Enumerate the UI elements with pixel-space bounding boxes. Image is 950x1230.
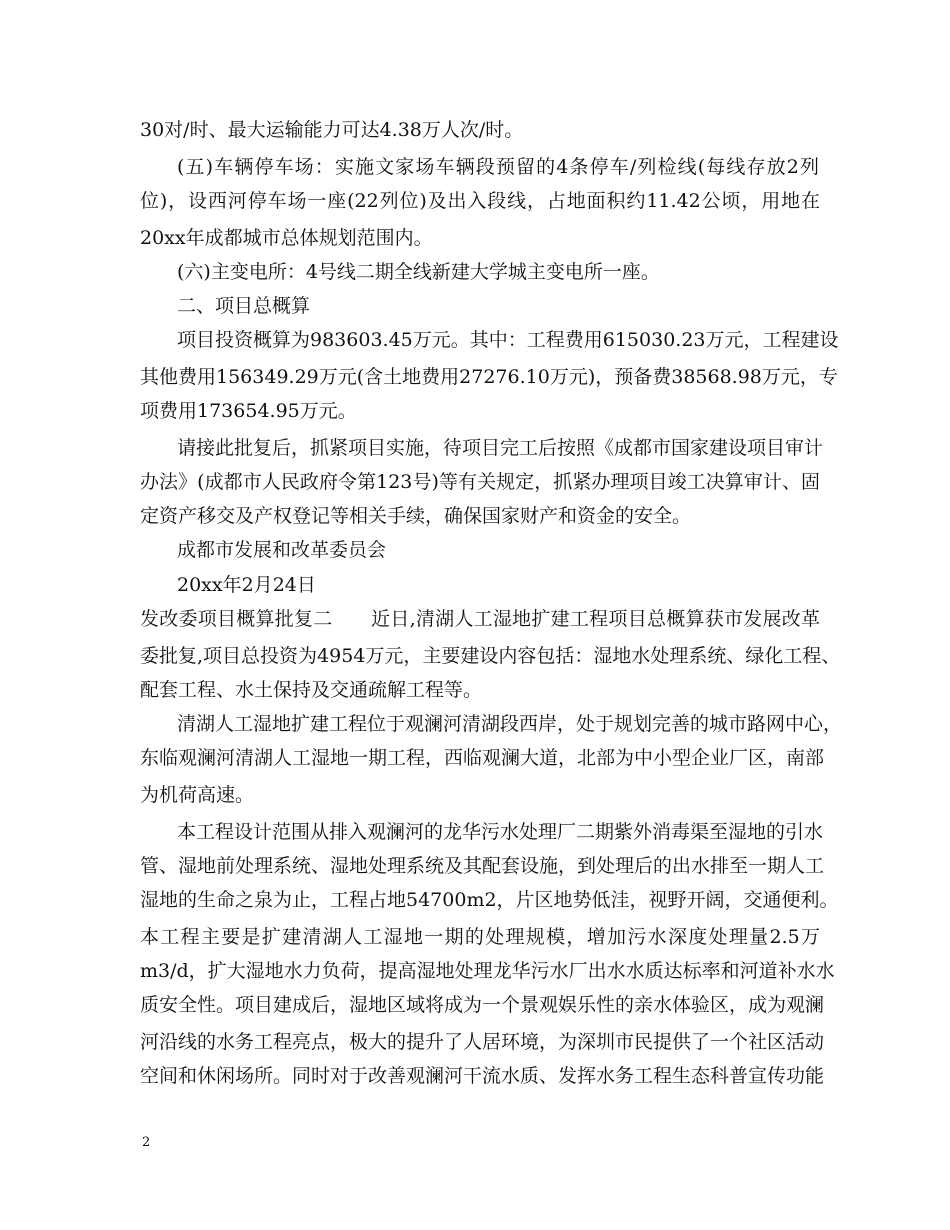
signature-org: 成都市发展和改革委员会	[177, 539, 387, 561]
text-line-26: 质安全性。项目建成后，湿地区域将成为一个景观娱乐性的亲水体验区，成为观澜	[140, 994, 825, 1016]
text-line-20: 为机荷高速。	[140, 784, 255, 806]
text-line-8: 其他费用156349.29万元(含土地费用27276.10万元)，预备费38568.98万元，专	[140, 366, 838, 388]
text-line-5: (六)主变电所：4号线二期全线新建大学城主变电所一座。	[177, 261, 660, 283]
text-line-2: (五)车辆停车场：实施文家场车辆段预留的4条停车/列检线(每线存放2列	[177, 156, 819, 178]
text-line-15: 发改委项目概算批复二 近日,清湖人工湿地扩建工程项目总概算获市发展改革	[140, 608, 820, 630]
text-line-10: 请接此批复后，抓紧项目实施，待项目完工后按照《成都市国家建设项目审计	[177, 437, 824, 459]
text-line-17: 配套工程、水土保持及交通疏解工程等。	[140, 679, 483, 701]
text-line-11: 办法》(成都市人民政府令第123号)等有关规定，抓紧办理项目竣工决算审计、固	[140, 471, 820, 493]
text-line-9: 项费用173654.95万元。	[140, 400, 357, 422]
text-line-1: 30对/时、最大运输能力可达4.38万人次/时。	[140, 119, 524, 141]
text-line-21: 本工程设计范围从排入观澜河的龙华污水处理厂二期紫外消毒渠至湿地的引水	[177, 821, 824, 843]
section-heading: 二、项目总概算	[177, 295, 311, 317]
text-line-24: 本工程主要是扩建清湖人工湿地一期的处理规模，增加污水深度处理量2.5万	[140, 926, 820, 948]
text-line-7: 项目投资概算为983603.45万元。其中：工程费用615030.23万元，工程建设	[177, 329, 839, 351]
text-line-28: 空间和休闲场所。同时对于改善观澜河干流水质、发挥水务工程生态科普宣传功能	[140, 1065, 825, 1087]
signature-date: 20xx年2月24日	[177, 574, 316, 596]
text-line-16: 委批复,项目总投资为4954万元，主要建设内容包括：湿地水处理系统、绿化工程、	[140, 645, 841, 667]
text-line-23: 湿地的生命之泉为止，工程占地54700m2，片区地势低洼，视野开阔，交通便利。	[140, 889, 839, 911]
text-line-25: m3/d，扩大湿地水力负荷，提高湿地处理龙华污水厂出水水质达标率和河道补水水	[140, 960, 835, 982]
text-line-3: 位)，设西河停车场一座(22列位)及出入段线，占地面积约11.42公顷，用地在	[140, 190, 820, 212]
text-line-27: 河沿线的水务工程亮点，极大的提升了人居环境，为深圳市民提供了一个社区活动	[140, 1031, 825, 1053]
text-line-22: 管、湿地前处理系统、湿地处理系统及其配套设施，到处理后的出水排至一期人工	[140, 855, 825, 877]
text-line-19: 东临观澜河清湖人工湿地一期工程，西临观澜大道，北部为中小型企业厂区，南部	[140, 747, 825, 769]
text-line-4: 20xx年成都城市总体规划范围内。	[140, 227, 433, 249]
page-number: 2	[142, 1135, 151, 1150]
text-line-12: 定资产移交及产权登记等相关手续，确保国家财产和资金的安全。	[140, 505, 692, 527]
text-line-18: 清湖人工湿地扩建工程位于观澜河清湖段西岸，处于规划完善的城市路网中心，	[177, 713, 843, 735]
